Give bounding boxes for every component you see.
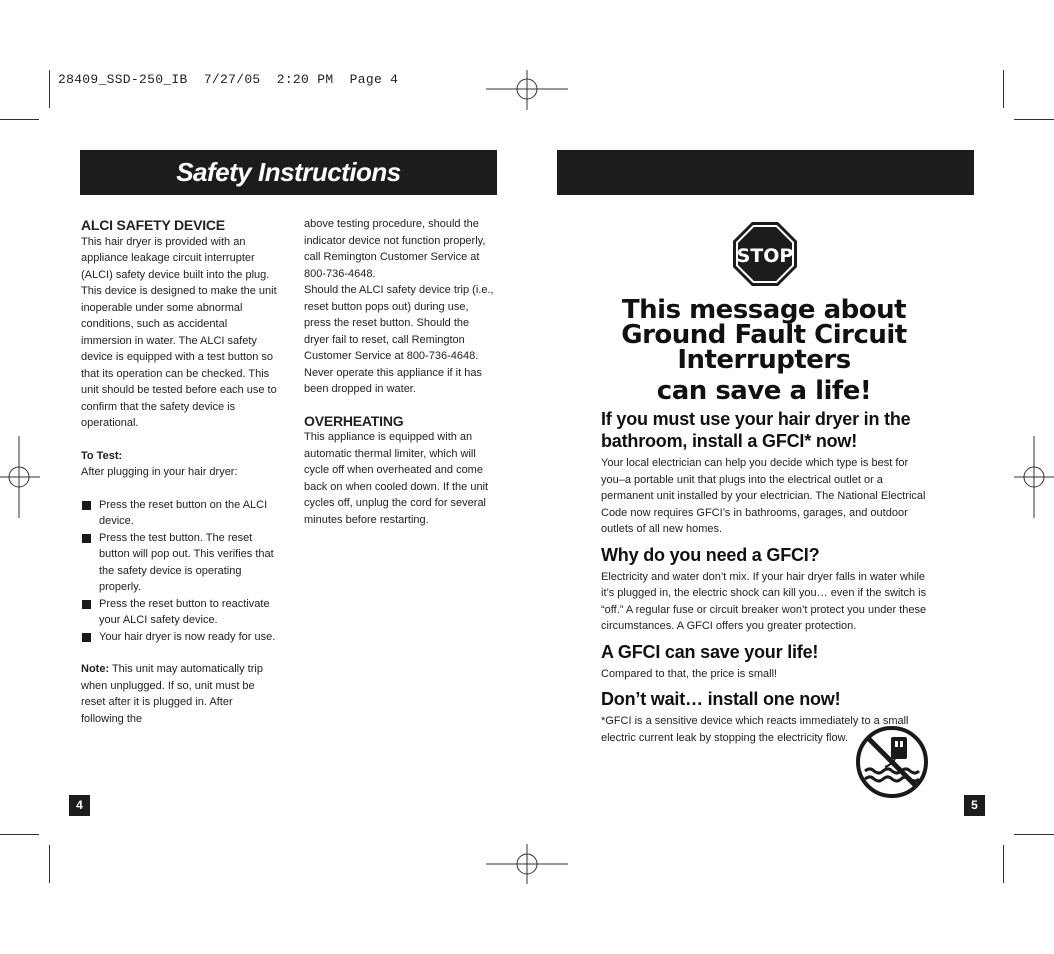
section-heading: Why do you need a GFCI? [601, 544, 820, 565]
alci-heading: ALCI SAFETY DEVICE [81, 217, 225, 233]
section-body: Electricity and water don’t mix. If your hair dryer falls in water while it’s plugged in, the electric shock can kill you… even if the switch is “off.” A regular fuse or circuit breaker won’t protect you under these circumstances. A GFCI offers you greater protection. [601, 570, 927, 632]
gfci-sections [601, 408, 931, 752]
no-dryer-near-water-icon [855, 725, 929, 799]
registration-mark-left [0, 436, 40, 518]
registration-mark-right [1014, 436, 1054, 518]
registration-mark-top [486, 70, 568, 110]
overheating-body: This appliance is equipped with an automatic thermal limiter, which will cycle off when overheated and come back on when cooled down. If the unit cycles off, unplug the cord for several minutes before restarting. [304, 431, 489, 526]
left-column-2 [304, 216, 496, 528]
note-body: This unit may automatically trip when unplugged. If so, unit must be reset after it is plugged in. After following the [81, 663, 263, 725]
print-slug: 28409_SSD-250_IB 7/27/05 2:20 PM Page 4 [58, 72, 399, 87]
page-title: Safety Instructions [176, 157, 401, 187]
list-item: Press the test button. The reset button will pop out. This verifies that the safety device is operating properly. [81, 530, 277, 596]
list-item: Press the reset button on the ALCI device. [81, 497, 277, 530]
test-steps-list [81, 497, 277, 646]
title-line-3: Interrupters [677, 345, 851, 375]
stop-sign-text: STOP [736, 245, 794, 267]
list-item: Press the reset button to reactivate your ALCI safety device. [81, 596, 277, 629]
section-heading: If you must use your hair dryer in the bathroom, install a GFCI* now! [601, 409, 911, 451]
stop-sign-icon [732, 221, 798, 287]
col2-paragraph-2: Should the ALCI safety device trip (i.e., reset button pops out) during use, press the reset button. Should the dryer fail to reset, call Remington Customer Service at 800-736-4648. Never operate this appliance if it has been dropped in water. [304, 284, 494, 395]
right-header-bar [557, 150, 974, 195]
title-line-4: can save a life! [656, 376, 872, 406]
list-item: Your hair dryer is now ready for use. [81, 629, 277, 646]
left-column-1 [81, 217, 277, 727]
page-number-left: 4 [69, 795, 90, 816]
section-body: *GFCI is a sensitive device which reacts immediately to a small electric current leak by stopping the electricity flow. [601, 715, 909, 744]
left-header-bar [80, 150, 497, 195]
title-line-2: Ground Fault Circuit [621, 320, 907, 350]
section-body: Your local electrician can help you decide which type is best for you–a portable unit that plugs into the electrical outlet or a permanent unit installed by your electrician. The National Electrical Code now requires GFCI’s in bathrooms, garages, and outdoor outlets of all new homes. [601, 457, 926, 535]
section-heading: A GFCI can save your life! [601, 641, 819, 662]
page-number-right: 5 [964, 795, 985, 816]
note-paragraph [81, 661, 277, 727]
note-label: Note: [81, 663, 110, 675]
gfci-title [590, 295, 938, 406]
section-heading: Don’t wait… install one now! [601, 689, 841, 709]
to-test-intro: After plugging in your hair dryer: [81, 466, 238, 478]
overheating-heading: OVERHEATING [304, 412, 404, 429]
col2-paragraph-1: above testing procedure, should the indicator device not function properly, call Remington Customer Service at 800-736-4648. [304, 218, 486, 280]
alci-body: This hair dryer is provided with an appliance leakage circuit interrupter (ALCI) safety device built into the plug. This device is designed to make the unit inoperable under some abnormal conditions, such as accidental immersion in water. The ALCI safety device is equipped with a test button so that its operation can be checked. This unit should be tested before each use to confirm that the safety device is operational. [81, 235, 277, 429]
to-test-label: To Test: [81, 449, 123, 462]
title-line-1: This message about [621, 295, 907, 325]
section-body: Compared to that, the price is small! [601, 667, 778, 680]
registration-mark-bottom [486, 844, 568, 884]
